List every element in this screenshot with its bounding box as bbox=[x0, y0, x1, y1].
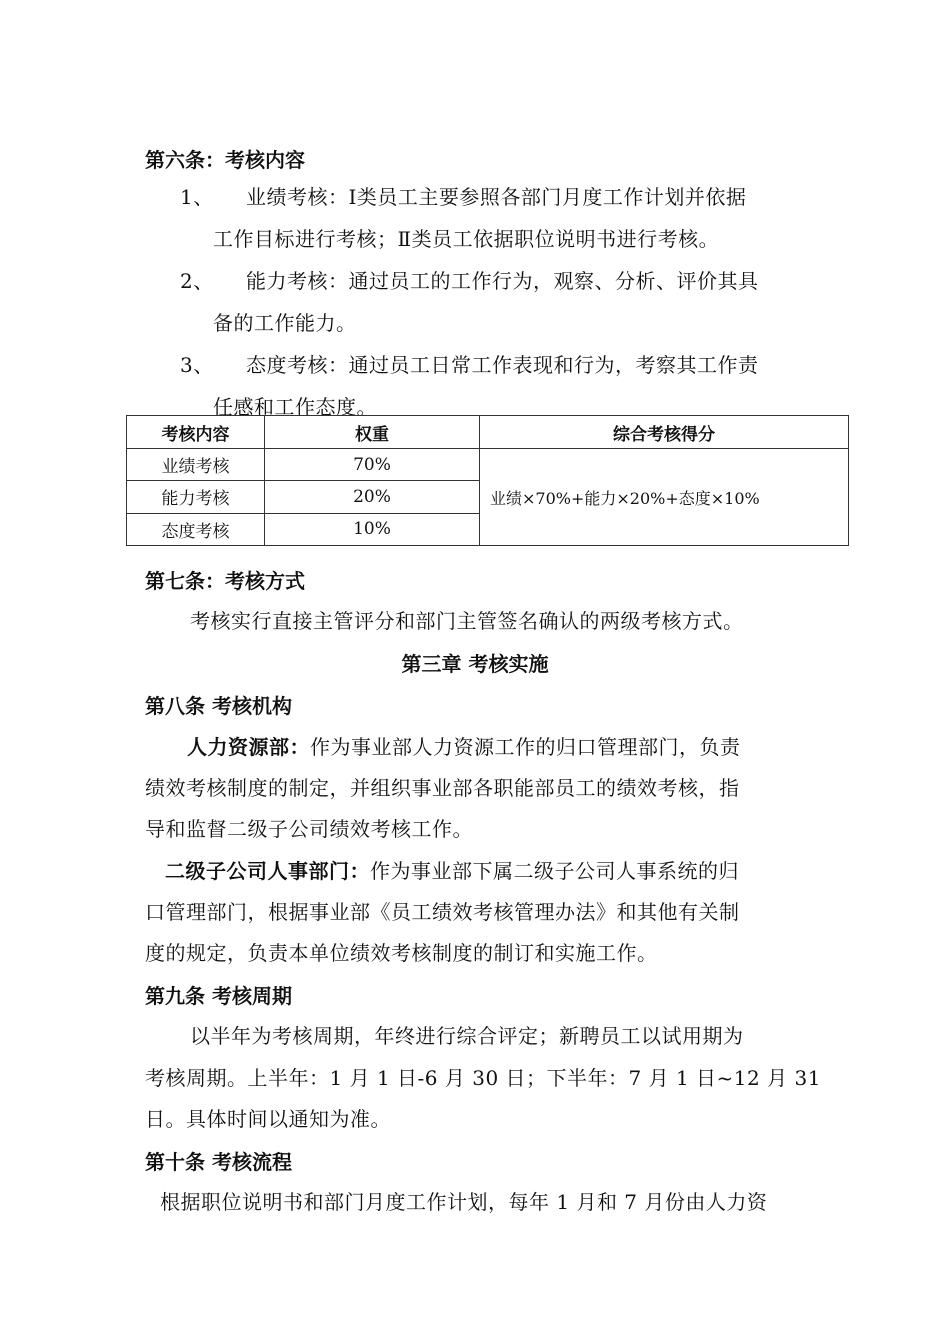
list-item-3-line1: 态度考核：通过员工日常工作表现和行为，考察其工作责 bbox=[246, 353, 759, 377]
sub-company-line1 bbox=[165, 855, 739, 884]
sub-company-text: 作为事业部下属二级子公司人事系统的归 bbox=[370, 859, 739, 883]
list-item-2-line1: 能力考核：通过员工的工作行为，观察、分析、评价其具 bbox=[246, 269, 759, 293]
article-9-title: 第九条 考核周期 bbox=[145, 984, 292, 1008]
assessment-weight-table bbox=[126, 415, 849, 546]
table-cell-weight: 70% bbox=[265, 449, 480, 481]
sub-company-line3: 度的规定，负责本单位绩效考核制度的制订和实施工作。 bbox=[145, 941, 658, 965]
sub-company-label: 二级子公司人事部门： bbox=[165, 859, 370, 883]
list-item-3-number: 3、 bbox=[180, 353, 214, 377]
hr-dept-line1 bbox=[187, 731, 741, 760]
list-item-2-line2: 备的工作能力。 bbox=[213, 311, 357, 335]
list-item-2-number: 2、 bbox=[180, 269, 214, 293]
list-item-3-line2: 任感和工作态度。 bbox=[213, 395, 377, 419]
table-row bbox=[127, 449, 849, 481]
list-item-1-number: 1、 bbox=[180, 185, 214, 209]
hr-dept-line3: 导和监督二级子公司绩效考核工作。 bbox=[145, 817, 473, 841]
article-9-line1: 以半年为考核周期，年终进行综合评定；新聘员工以试用期为 bbox=[190, 1024, 744, 1048]
sub-company-line2: 口管理部门，根据事业部《员工绩效考核管理办法》和其他有关制 bbox=[145, 900, 740, 924]
hr-dept-line2: 绩效考核制度的制定，并组织事业部各职能部员工的绩效考核，指 bbox=[145, 776, 740, 800]
article-8-title: 第八条 考核机构 bbox=[145, 694, 292, 718]
article-9-line2: 考核周期。上半年：1 月 1 日-6 月 30 日；下半年：7 月 1 日~12 月 31 bbox=[145, 1066, 821, 1090]
chapter-3-heading: 第三章 考核实施 bbox=[401, 652, 549, 676]
table-cell-item: 态度考核 bbox=[127, 513, 265, 545]
table-header-content: 考核内容 bbox=[127, 416, 265, 449]
list-item-1-line1: 业绩考核：Ⅰ类员工主要参照各部门月度工作计划并依据 bbox=[246, 185, 747, 209]
hr-dept-text: 作为事业部人力资源工作的归口管理部门，负责 bbox=[310, 735, 741, 759]
article-6-title: 第六条：考核内容 bbox=[145, 148, 305, 172]
article-7-text: 考核实行直接主管评分和部门主管签名确认的两级考核方式。 bbox=[190, 609, 744, 633]
table-header-row bbox=[127, 416, 849, 449]
table-header-score: 综合考核得分 bbox=[480, 416, 849, 449]
article-7-title: 第七条：考核方式 bbox=[145, 569, 305, 593]
article-10-title: 第十条 考核流程 bbox=[145, 1150, 292, 1174]
table-cell-weight: 10% bbox=[265, 513, 480, 545]
table-cell-item: 业绩考核 bbox=[127, 449, 265, 481]
list-item-1-line2: 工作目标进行考核；Ⅱ类员工依据职位说明书进行考核。 bbox=[213, 227, 720, 251]
table-cell-formula: 业绩×70%+能力×20%+态度×10% bbox=[480, 449, 849, 546]
article-10-line1: 根据职位说明书和部门月度工作计划，每年 1 月和 7 月份由人力资 bbox=[160, 1190, 768, 1214]
article-9-line3: 日。具体时间以通知为准。 bbox=[145, 1107, 391, 1131]
table-cell-item: 能力考核 bbox=[127, 481, 265, 513]
hr-dept-label: 人力资源部： bbox=[187, 735, 310, 759]
table-cell-weight: 20% bbox=[265, 481, 480, 513]
table-header-weight: 权重 bbox=[265, 416, 480, 449]
